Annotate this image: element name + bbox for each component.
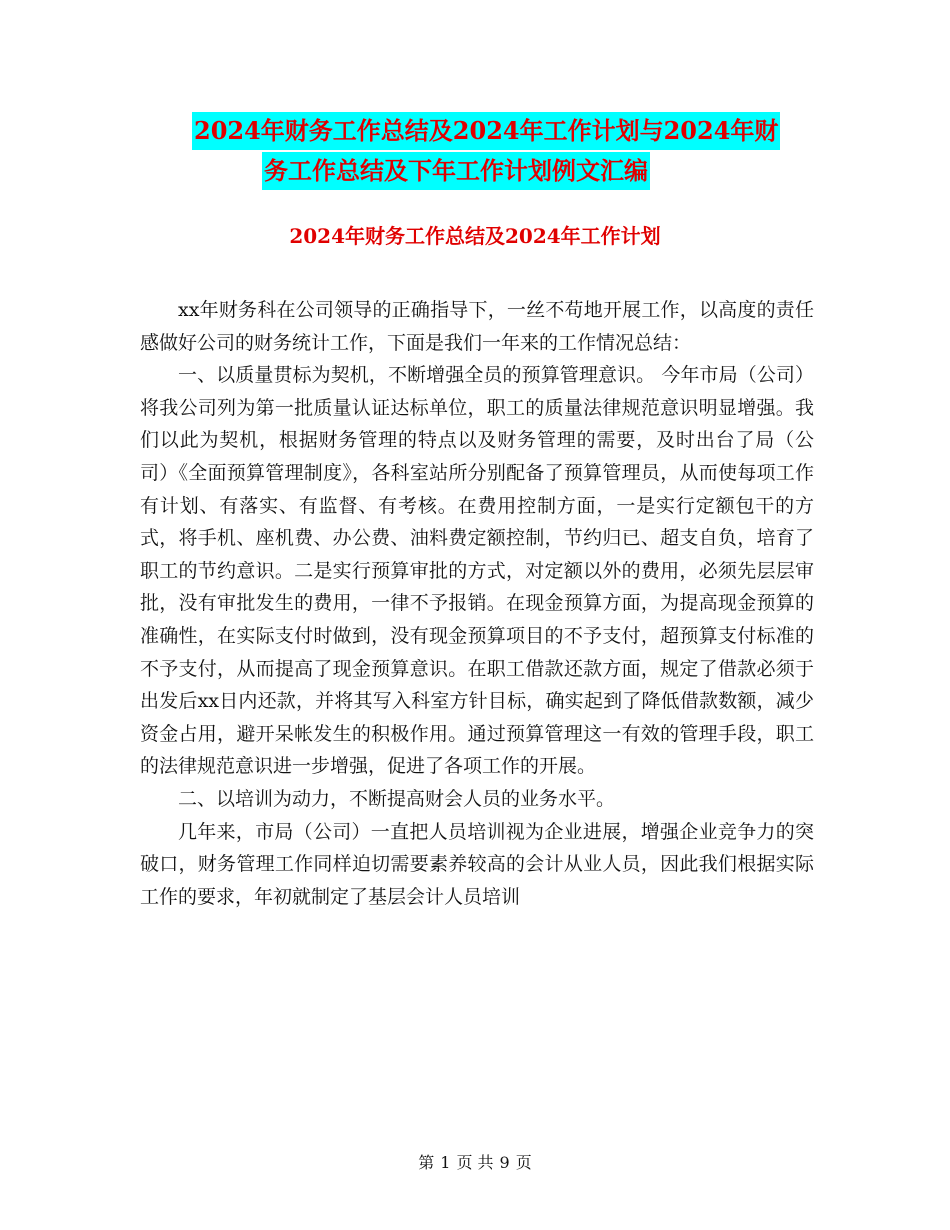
page-footer [0, 1150, 950, 1173]
document-body [140, 294, 814, 913]
title-line-2: 务工作总结及下年工作计划例文汇编 [262, 152, 650, 190]
paragraph: xx年财务科在公司领导的正确指导下，一丝不苟地开展工作，以高度的责任感做好公司的财务统计工作，下面是我们一年来的工作情况总结： [140, 299, 814, 354]
paragraph: 二、以培训为动力，不断提高财会人员的业务水平。 [178, 787, 616, 810]
page-number: 1 [440, 1153, 451, 1172]
footer-suffix: 页 [515, 1153, 532, 1172]
paragraph: 一、以质量贯标为契机，不断增强全员的预算管理意识。 今年市局（公司）将我公司列为第一批质量认证达标单位，职工的质量法律规范意识明显增强。我们以此为契机，根据财务管理的特点以及财务管理的需要，及时出台了局（公司）《全面预算管理制度》，各科室站所分别配备了预算管理员，从而使每项工作有计划、有落实、有监督、有考核。在费用控制方面，一是实行定额包干的方式，将手机、座机费、办公费、油料费定额控制，节约归已、超支自负，培育了职工的节约意识。二是实行预算审批的方式，对定额以外的费用，必须先层层审批，没有审批发生的费用，一律不予报销。在现金预算方面，为提高现金预算的准确性，在实际支付时做到，没有现金预算项目的不予支付，超预算支付标准的不予支付，从而提高了现金预算意识。在职工借款还款方面，规定了借款必须于出发后xx日内还款，并将其写入科室方针目标，确实起到了降低借款数额，减少资金占用，避开呆帐发生的积极作用。通过预算管理这一有效的管理手段，职工的法律规范意识进一步增强，促进了各项工作的开展。 [140, 364, 814, 778]
title-line-1: 2024年财务工作总结及2024年工作计划与2024年财 [192, 112, 780, 150]
section-subtitle: 2024年财务工作总结及2024年工作计划 [289, 224, 661, 248]
page-total: 9 [499, 1153, 510, 1172]
footer-prefix: 第 [418, 1153, 435, 1172]
footer-mid: 页 共 [456, 1153, 494, 1172]
paragraph: 几年来，市局（公司）一直把人员培训视为企业进展，增强企业竞争力的突破口，财务管理工作同样迫切需要素养较高的会计从业人员，因此我们根据实际工作的要求，年初就制定了基层会计人员培训 [140, 820, 814, 908]
